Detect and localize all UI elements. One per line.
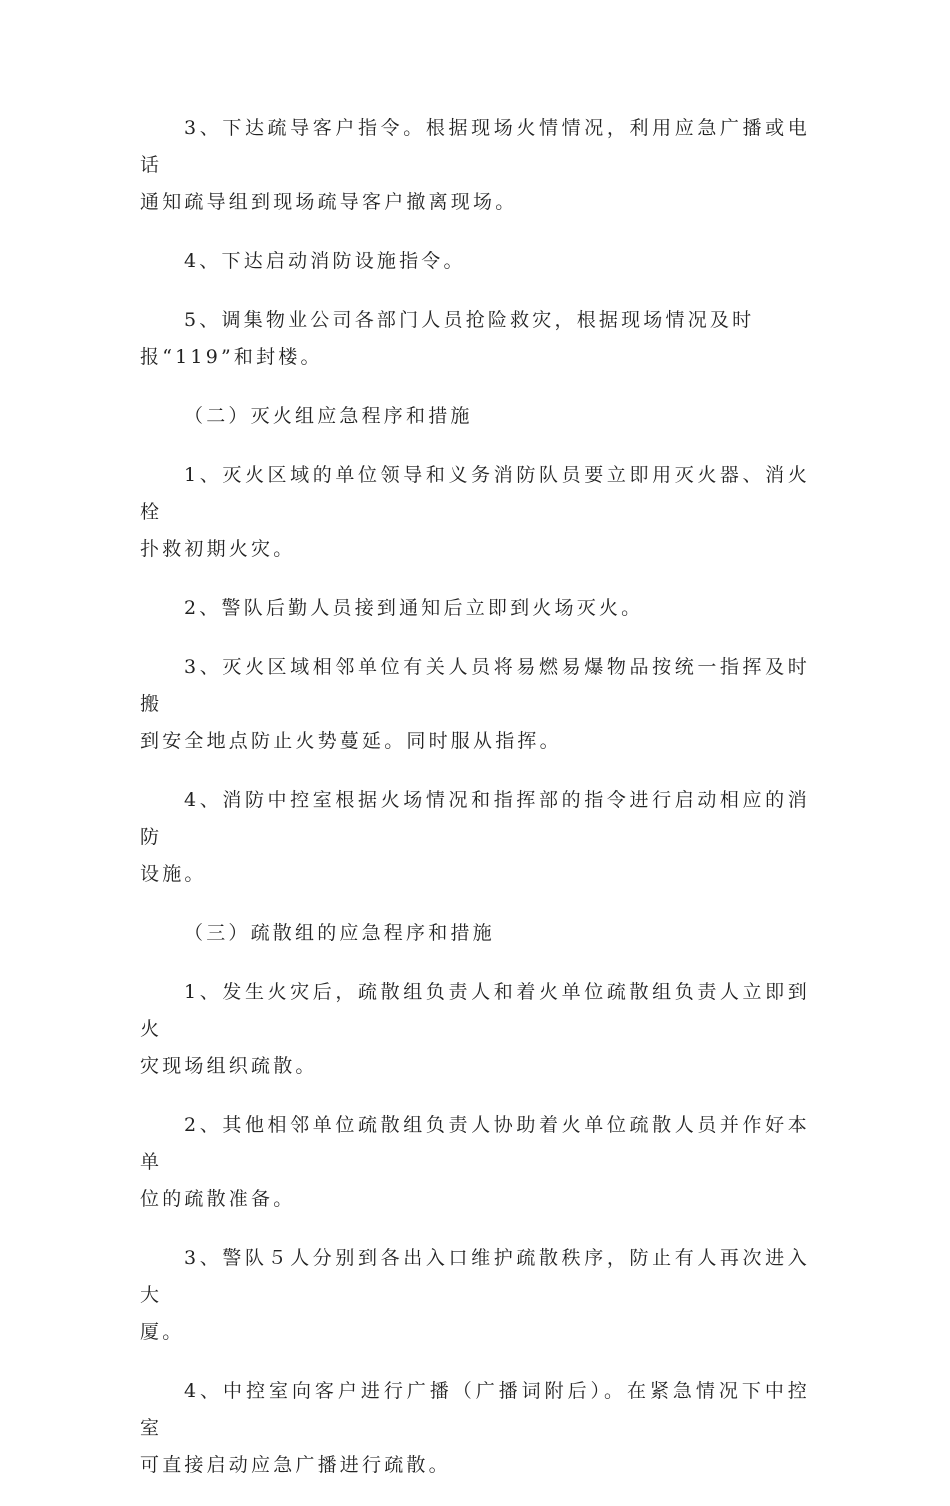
paragraph-evacuation-2 [140, 1107, 810, 1218]
paragraph-line: 扑救初期火灾。 [140, 538, 296, 560]
paragraph-item-5-dispatch-staff [140, 302, 810, 376]
paragraph-line: 3、灭火区域相邻单位有关人员将易燃易爆物品按统一指挥及时搬 [140, 656, 810, 715]
paragraph-line: 4、下达启动消防设施指令。 [184, 250, 466, 272]
document-body [140, 110, 810, 1506]
paragraph-line: 通知疏导组到现场疏导客户撤离现场。 [140, 191, 518, 213]
paragraph-line: 1、发生火灾后，疏散组负责人和着火单位疏散组负责人立即到火 [140, 981, 810, 1040]
paragraph-line: 厦。 [140, 1321, 185, 1343]
paragraph-line: 设施。 [140, 863, 207, 885]
paragraph-line: 2、其他相邻单位疏散组负责人协助着火单位疏散人员并作好本单 [140, 1114, 810, 1173]
paragraph-line: 5、调集物业公司各部门人员抢险救灾，根据现场情况及时 [184, 309, 755, 331]
heading-text: （二）灭火组应急程序和措施 [184, 405, 473, 427]
paragraph-line: 4、中控室向客户进行广播（广播词附后）。在紧急情况下中控室 [140, 1380, 810, 1439]
paragraph-evacuation-1 [140, 974, 810, 1085]
paragraph-line: 1、灭火区域的单位领导和义务消防队员要立即用灭火器、消火栓 [140, 464, 810, 523]
section-heading-fire-fighting-group [140, 398, 810, 435]
paragraph-line: 报“119”和封楼。 [140, 346, 323, 368]
paragraph-firefighting-3 [140, 649, 810, 760]
heading-text: （三）疏散组的应急程序和措施 [184, 922, 495, 944]
paragraph-line: 3、下达疏导客户指令。根据现场火情情况，利用应急广播或电话 [140, 117, 810, 176]
paragraph-evacuation-4 [140, 1373, 810, 1484]
paragraph-firefighting-2 [140, 590, 810, 627]
paragraph-item-4-fire-facilities [140, 243, 810, 280]
section-heading-evacuation-group [140, 915, 810, 952]
paragraph-firefighting-1 [140, 457, 810, 568]
paragraph-line: 可直接启动应急广播进行疏散。 [140, 1454, 451, 1476]
paragraph-line: 4、消防中控室根据火场情况和指挥部的指令进行启动相应的消防 [140, 789, 810, 848]
paragraph-line: 3、警队５人分别到各出入口维护疏散秩序，防止有人再次进入大 [140, 1247, 810, 1306]
paragraph-evacuation-3 [140, 1240, 810, 1351]
paragraph-line: 2、警队后勤人员接到通知后立即到火场灭火。 [184, 597, 644, 619]
paragraph-firefighting-4 [140, 782, 810, 893]
paragraph-line: 灾现场组织疏散。 [140, 1055, 318, 1077]
paragraph-line: 位的疏散准备。 [140, 1188, 296, 1210]
paragraph-item-3-guide-customers [140, 110, 810, 221]
paragraph-line: 到安全地点防止火势蔓延。同时服从指挥。 [140, 730, 562, 752]
